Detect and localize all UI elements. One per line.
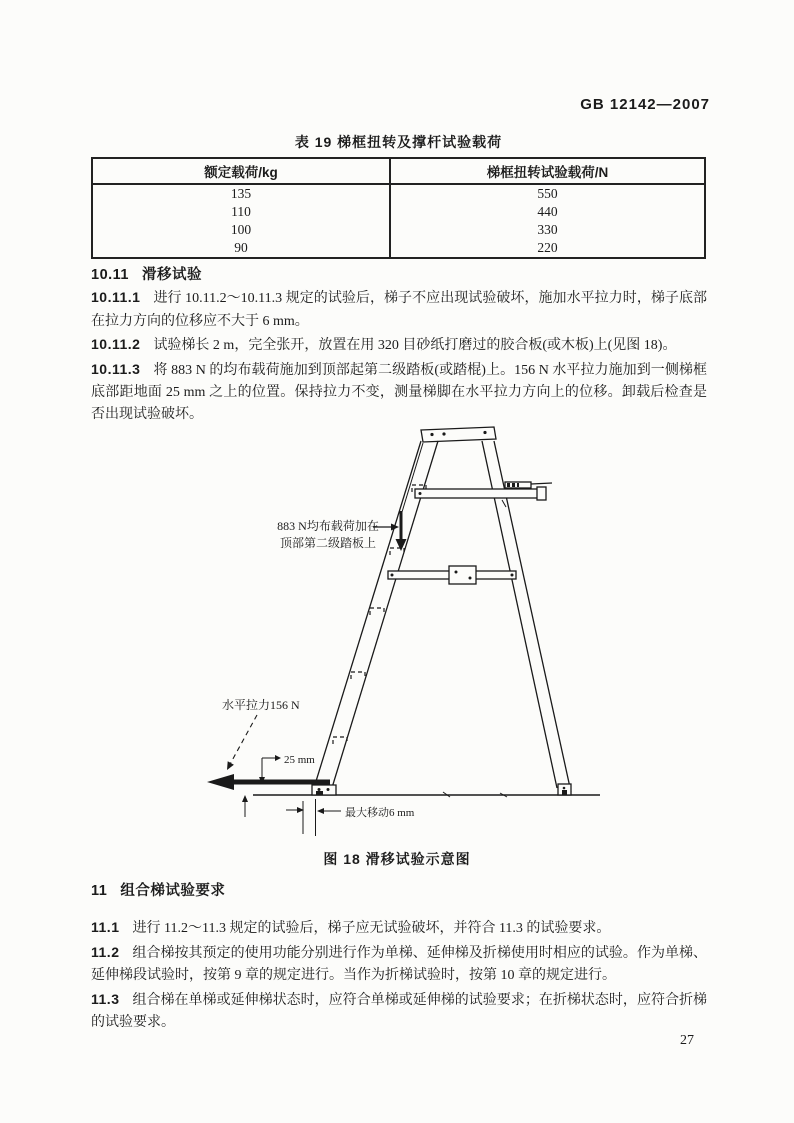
clause-text: 组合梯在单梯或延伸梯状态时，应符合单梯或延伸梯的试验要求；在折梯状态时，应符合折梯的试验要求。 xyxy=(91,992,707,1031)
pail-shelf xyxy=(415,482,552,500)
cell-test-load: 330 xyxy=(390,221,705,239)
clause-paragraph xyxy=(91,941,707,988)
clause-text: 将 883 N 的均布载荷施加到顶部起第二级踏板(或踏棍)上。156 N 水平拉力施加到一侧梯框底部距地面 25 mm 之上的位置。保持拉力不变，测量梯脚在水平拉力方向上的位移。卸载后检查是否出现试验破坏。 xyxy=(91,362,707,423)
clause-paragraph xyxy=(91,916,707,940)
section-heading xyxy=(91,880,707,902)
column-header-rated-load: 额定载荷/kg xyxy=(92,158,390,184)
dimension-6mm xyxy=(286,799,341,836)
clause-paragraph xyxy=(91,358,707,427)
dimension-25mm xyxy=(242,755,281,817)
figure-18-stepladder-diagram xyxy=(180,420,700,850)
pull-force-label: 水平拉力156 N xyxy=(222,698,300,712)
table-row xyxy=(92,184,705,203)
section-heading xyxy=(91,264,707,286)
clause-number: 10.11.2 xyxy=(91,336,141,353)
clause-paragraph xyxy=(91,286,707,333)
ladder-left-foot xyxy=(312,785,336,795)
clause-number: 11.3 xyxy=(91,990,120,1007)
clause-text: 进行 10.11.2～10.11.3 规定的试验后，梯子不应出现试验破坏，施加水平拉力时，梯子底部在拉力方向的位移应不大于 6 mm。 xyxy=(91,291,707,329)
dimension-6mm-label: 最大移动6 mm xyxy=(345,807,415,819)
table-19-title: 表 19 梯框扭转及撑杆试验载荷 xyxy=(294,134,503,150)
clause-number: 10.11.1 xyxy=(91,289,141,306)
section-10-11 xyxy=(91,264,707,427)
clause-number: 10.11.3 xyxy=(91,360,141,377)
page-number: 27 xyxy=(680,1033,694,1048)
ladder-right-foot xyxy=(558,784,571,795)
ladder-top-cap xyxy=(421,427,496,442)
figure-18-caption: 图 18 滑移试验示意图 xyxy=(323,851,471,867)
section-title: 组合梯试验要求 xyxy=(120,883,226,899)
table-header-row xyxy=(92,158,705,184)
clause-number: 11.2 xyxy=(91,943,120,960)
cell-test-load: 220 xyxy=(390,239,705,258)
ground-line xyxy=(253,792,600,797)
table-row xyxy=(92,203,705,221)
standard-number-header: GB 12142—2007 xyxy=(580,96,710,113)
cell-rated-load: 110 xyxy=(92,203,390,221)
column-header-test-load: 梯框扭转试验载荷/N xyxy=(390,158,705,184)
cell-rated-load: 100 xyxy=(92,221,390,239)
load-label-line2: 顶部第二级踏板上 xyxy=(279,536,377,550)
cell-rated-load: 135 xyxy=(92,184,390,203)
clause-text: 进行 11.2～11.3 规定的试验后，梯子应无试验破坏，并符合 11.3 的试验要求。 xyxy=(132,921,611,937)
table-row xyxy=(92,239,705,258)
section-11 xyxy=(91,880,707,1034)
table-19 xyxy=(91,157,706,259)
section-number: 10.11 xyxy=(91,267,129,283)
cell-test-load: 550 xyxy=(390,184,705,203)
dimension-25mm-label: 25 mm xyxy=(284,754,315,766)
cell-rated-load: 90 xyxy=(92,239,390,258)
cell-test-load: 440 xyxy=(390,203,705,221)
section-title: 滑移试验 xyxy=(142,267,202,283)
section-number: 11 xyxy=(91,883,108,899)
clause-text: 试验梯长 2 m，完全张开，放置在用 320 目砂纸打磨过的胶合板(或木板)上(见图 18)。 xyxy=(153,338,677,354)
clause-number: 11.1 xyxy=(91,919,120,936)
load-label-line1: 883 N均布载荷加在 xyxy=(277,519,379,533)
clause-paragraph xyxy=(91,988,707,1035)
clause-text: 组合梯按其预定的使用功能分别进行作为单梯、延伸梯及折梯使用时相应的试验。作为单梯、延伸梯段试验时，按第 9 章的规定进行。当作为折梯试验时，按第 10 章的规定进行。 xyxy=(91,945,707,984)
table-row xyxy=(92,221,705,239)
clause-paragraph xyxy=(91,333,707,357)
pull-label-leader xyxy=(227,715,257,770)
spreader-brace xyxy=(388,566,516,584)
